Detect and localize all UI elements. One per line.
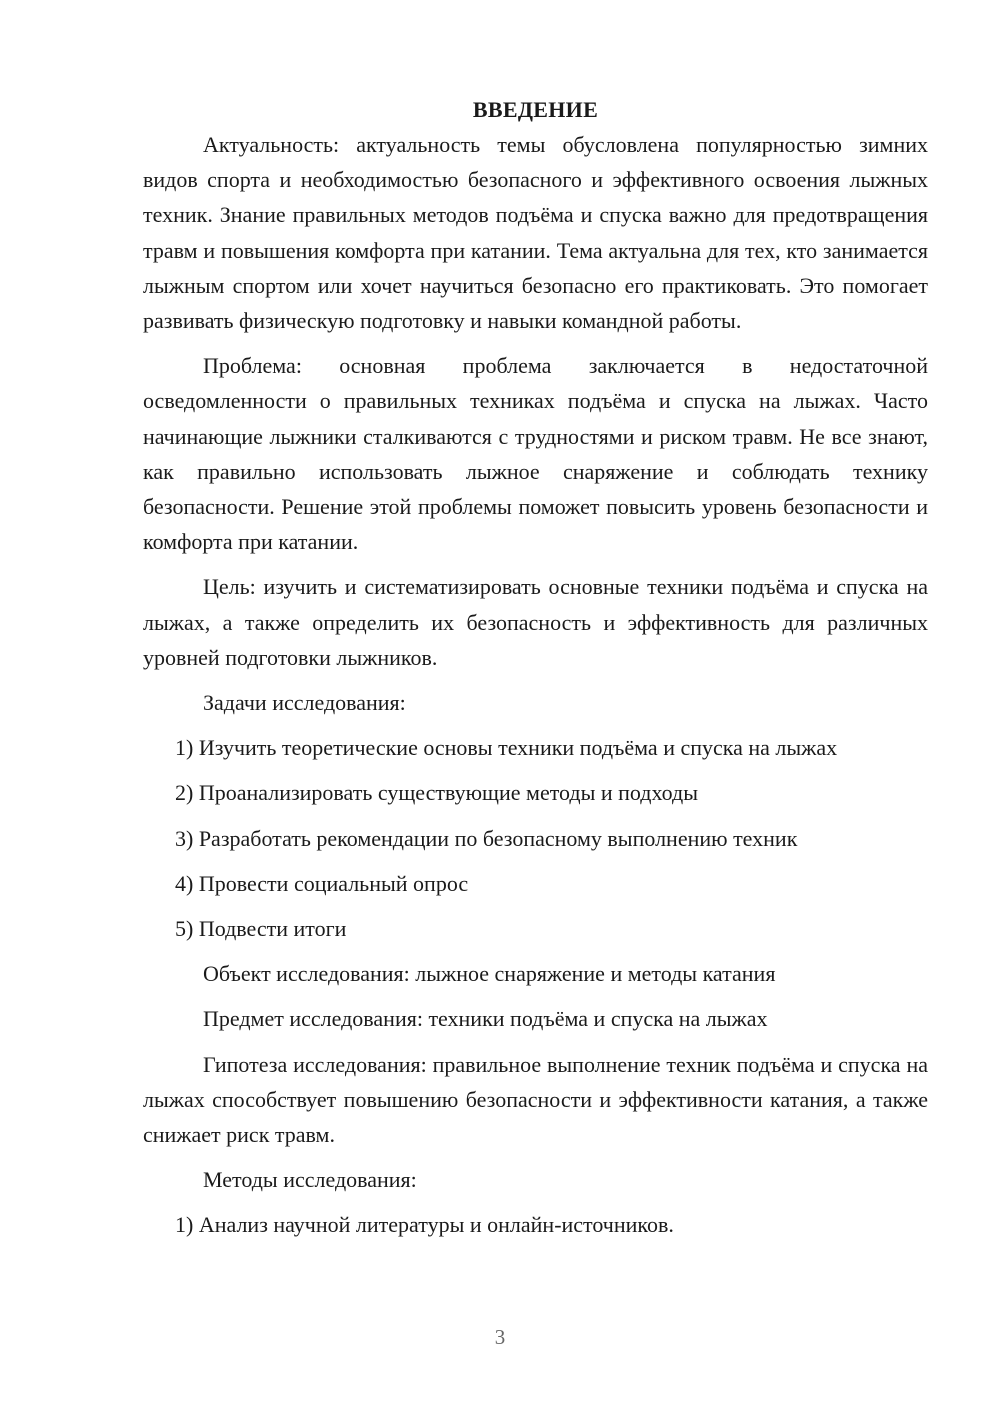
relevance-paragraph: Актуальность: актуальность темы обусловлена популярностью зимних видов спорта и необходимостью безопасного и эффективного освоения лыжных техник. Знание правильных методов подъёма и спуска важно для предотвращения травм и повышения комфорта при катании. Тема актуальна для тех, кто занимается лыжным спортом или хочет научиться безопасно его практиковать. Это помогает развивать физическую подготовку и навыки командной работы. (143, 132, 928, 334)
page-number: 3 (494, 1325, 506, 1349)
methods-title: Методы исследования: (203, 1167, 417, 1193)
document-page (143, 92, 928, 1253)
task-item: 5) Подвести итоги (175, 916, 347, 942)
task-item: 3) Разработать рекомендации по безопасному выполнению техник (175, 825, 798, 851)
research-subject: Предмет исследования: техники подъёма и спуска на лыжах (203, 1006, 768, 1032)
task-item: 2) Проанализировать существующие методы и подходы (175, 780, 698, 806)
task-item: 1) Изучить теоретические основы техники подъёма и спуска на лыжах (175, 735, 838, 761)
goal-paragraph: Цель: изучить и систематизировать основные техники подъёма и спуска на лыжах, а также определить их безопасность и эффективность для различных уровней подготовки лыжников. (143, 574, 928, 670)
tasks-title: Задачи исследования: (203, 690, 406, 716)
section-heading: ВВЕДЕНИЕ (472, 97, 599, 122)
problem-paragraph: Проблема: основная проблема заключается в недостаточной осведомленности о правильных техниках подъёма и спуска на лыжах. Часто начинающие лыжники сталкиваются с трудностями и риском травм. Не все знают, как правильно использовать лыжное снаряжение и соблюдать технику безопасности. Решение этой проблемы поможет повысить уровень безопасности и комфорта при катании. (143, 353, 928, 555)
task-item: 4) Провести социальный опрос (175, 870, 469, 896)
hypothesis-paragraph: Гипотеза исследования: правильное выполнение техник подъёма и спуска на лыжах способствует повышению безопасности и эффективности катания, а также снижает риск травм. (143, 1051, 928, 1148)
research-object: Объект исследования: лыжное снаряжение и методы катания (203, 961, 776, 987)
method-item: 1) Анализ научной литературы и онлайн-источников. (175, 1212, 674, 1238)
